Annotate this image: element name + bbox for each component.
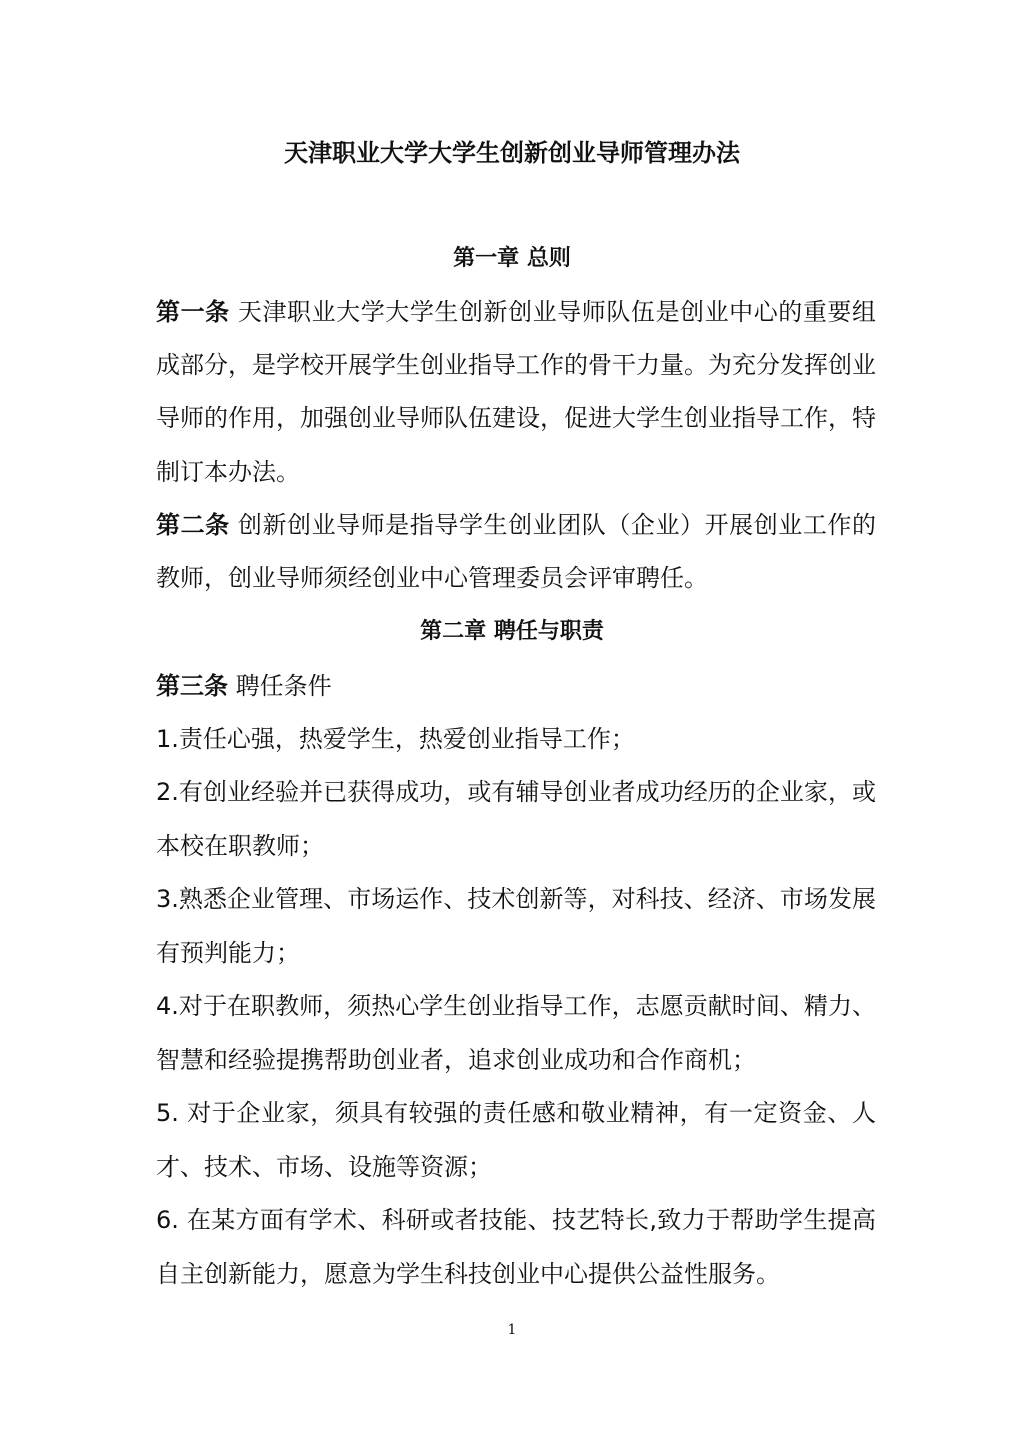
article-1-text: 天津职业大学大学生创新创业导师队伍是创业中心的重要组 <box>229 298 876 326</box>
condition-item-6-line-2: 自主创新能力，愿意为学生科技创业中心提供公益性服务。 <box>156 1260 780 1288</box>
document-title: 天津职业大学大学生创新创业导师管理办法 <box>284 139 740 167</box>
condition-item-6-line-1: 6. 在某方面有学术、科研或者技能、技艺特长,致力于帮助学生提高 <box>156 1206 876 1234</box>
article-3-text: 聘任条件 <box>228 672 332 700</box>
condition-item-5-line-1: 5. 对于企业家，须具有较强的责任感和敬业精神，有一定资金、人 <box>156 1099 876 1127</box>
article-1-line-2: 成部分，是学校开展学生创业指导工作的骨干力量。为充分发挥创业 <box>156 351 876 379</box>
page-number: 1 <box>507 1322 517 1338</box>
chapter-heading-2: 第二章 聘任与职责 <box>420 619 604 644</box>
condition-item-2-line-2: 本校在职教师； <box>156 832 324 860</box>
condition-item-2-line-1: 2.有创业经验并已获得成功，或有辅导创业者成功经历的企业家，或 <box>156 778 876 806</box>
article-1-line-4: 制订本办法。 <box>156 458 300 486</box>
condition-item-5-line-2: 才、技术、市场、设施等资源； <box>156 1153 492 1181</box>
condition-item-3-line-2: 有预判能力； <box>156 939 300 967</box>
article-1-line-1 <box>156 292 876 332</box>
article-1-line-3: 导师的作用，加强创业导师队伍建设，促进大学生创业指导工作，特 <box>156 404 876 432</box>
condition-item-3-line-1: 3.熟悉企业管理、市场运作、技术创新等，对科技、经济、市场发展 <box>156 885 876 913</box>
condition-item-4-line-1: 4.对于在职教师，须热心学生创业指导工作，志愿贡献时间、精力、 <box>156 992 876 1020</box>
condition-item-4-line-2: 智慧和经验提携帮助创业者，追求创业成功和合作商机； <box>156 1046 756 1074</box>
article-3-lead: 第三条 <box>156 672 228 700</box>
article-2-lead: 第二条 <box>156 511 230 539</box>
article-2-line-2: 教师，创业导师须经创业中心管理委员会评审聘任。 <box>156 564 708 592</box>
article-2-text: 创新创业导师是指导学生创业团队（企业）开展创业工作的 <box>229 511 876 539</box>
article-1-lead: 第一条 <box>156 298 230 326</box>
article-3-line-1 <box>156 666 876 706</box>
condition-item-1: 1.责任心强，热爱学生，热爱创业指导工作； <box>156 725 635 753</box>
article-2-line-1 <box>156 505 876 545</box>
chapter-heading-1: 第一章 总则 <box>453 246 571 271</box>
